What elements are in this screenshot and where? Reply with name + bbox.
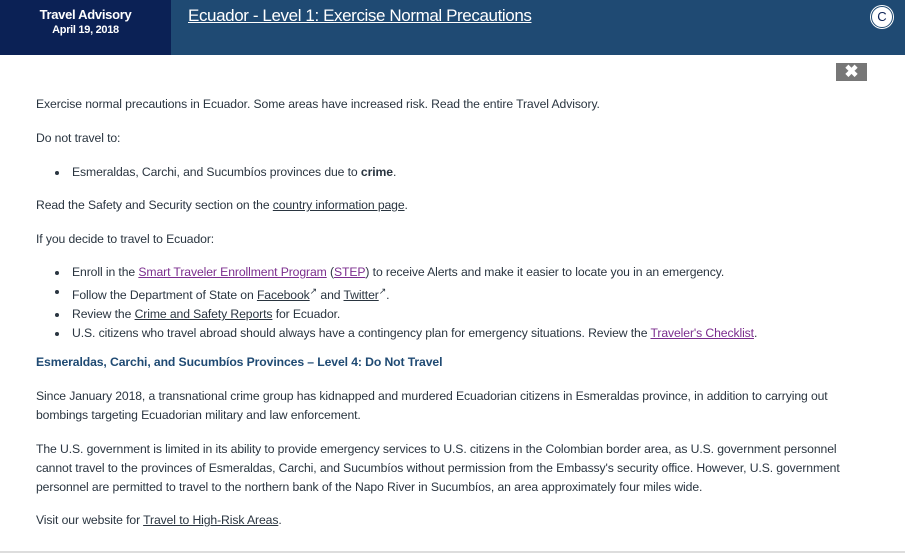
do-not-travel-list: [36, 163, 866, 182]
section-heading: Esmeraldas, Carchi, and Sucumbíos Provinces – Level 4: Do Not Travel: [36, 355, 443, 369]
step-link[interactable]: STEP: [333, 265, 366, 279]
if-decide-label: If you decide to travel to Ecuador:: [36, 232, 215, 246]
travelers-checklist-link[interactable]: Traveler's Checklist: [650, 326, 754, 341]
facebook-link[interactable]: Facebook: [256, 288, 310, 303]
enroll-suffix: ) to receive Alerts and make it easier to locate you in an emergency.: [365, 265, 725, 279]
external-link-icon: ↗: [378, 286, 387, 296]
read-safety-prefix: Read the Safety and Security section on the: [36, 198, 273, 212]
list-item: [36, 324, 866, 343]
crime-safety-reports-link[interactable]: Crime and Safety Reports: [134, 307, 273, 322]
enroll-mid: (: [326, 265, 334, 279]
step-program-link[interactable]: Smart Traveler Enrollment Program: [138, 265, 327, 279]
high-risk-areas-link[interactable]: Travel to High-Risk Areas: [143, 513, 279, 527]
level-circle-icon: C: [871, 6, 893, 28]
government-paragraph: The U.S. government is limited in its ability to provide emergency services to U.S. citizens in the Colombian border area, as U.S. government personnel cannot travel to the provinces of Esmeraldas, Carchi, and Sucumbíos without permission from the Embassy's security office. However, U.S. government personnel are permitted to travel to the northern bank of the Napo River in Sucumbíos, an area approximately four miles wide.: [36, 442, 840, 494]
list-item: [36, 282, 866, 305]
review-prefix: Review the: [72, 307, 135, 322]
list-item-text: Esmeraldas, Carchi, and Sucumbíos provinces due to: [72, 165, 361, 179]
badge-title: Travel Advisory: [39, 7, 132, 22]
read-safety-suffix: .: [404, 198, 408, 212]
read-safety-text: [36, 196, 408, 215]
review-suffix: for Ecuador.: [272, 307, 341, 322]
advisory-title-link[interactable]: Ecuador - Level 1: Exercise Normal Precautions: [188, 6, 532, 25]
list-item: [36, 305, 866, 324]
list-item: [36, 263, 866, 282]
crime-text: crime: [360, 165, 393, 179]
external-link-icon: ↗: [309, 286, 318, 296]
close-button[interactable]: ✖: [836, 63, 867, 81]
checklist-suffix: .: [753, 326, 758, 341]
since-paragraph: Since January 2018, a transnational crime group has kidnapped and murdered Ecuadorian citizens in Esmeraldas province, in addition to carrying out bombings targeting Ecuadorian military and law enforcement.: [36, 389, 828, 422]
intro-text: Exercise normal precautions in Ecuador. Some areas have increased risk. Read the entire Travel Advisory.: [36, 97, 600, 111]
follow-suffix: .: [386, 288, 390, 303]
list-item: [36, 163, 866, 182]
list-item-text: .: [392, 165, 397, 179]
checklist-prefix: U.S. citizens who travel abroad should always have a contingency plan for emergency situations. Review the: [72, 326, 651, 341]
advisory-badge: [0, 0, 171, 55]
enroll-prefix: Enroll in the: [72, 265, 139, 279]
travel-tips-list: [36, 263, 866, 343]
do-not-travel-label: Do not travel to:: [36, 131, 121, 145]
follow-prefix: Follow the Department of State on: [72, 288, 257, 303]
country-information-link[interactable]: country information page: [272, 198, 405, 212]
visit-prefix: Visit our website for: [36, 513, 144, 527]
advisory-header: [0, 0, 905, 55]
visit-suffix: .: [278, 513, 282, 527]
visit-website-text: [36, 511, 282, 530]
twitter-link[interactable]: Twitter: [343, 288, 379, 303]
follow-mid: and: [317, 288, 344, 303]
badge-date: April 19, 2018: [52, 24, 119, 36]
